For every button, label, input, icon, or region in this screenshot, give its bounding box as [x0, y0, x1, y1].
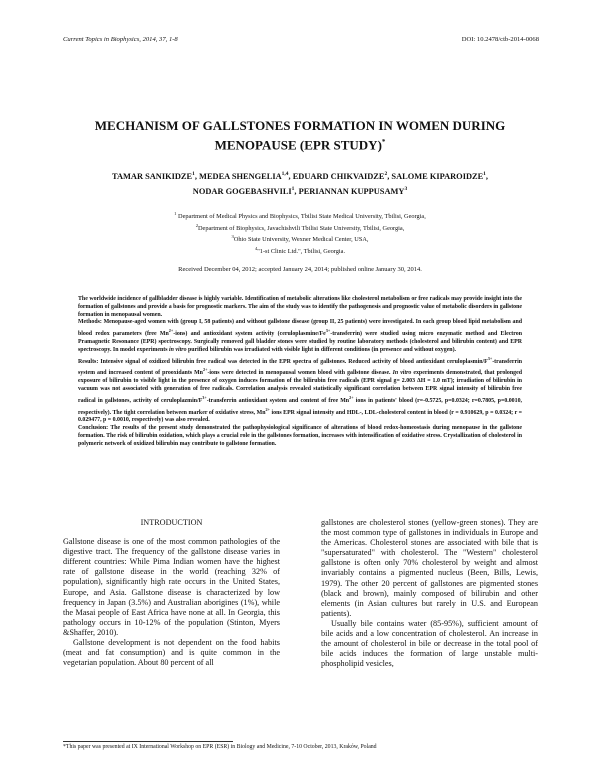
results-text: ions in patients' blood (r=-0.5725, p=0.0324; r=0.7805, p=0.0010, respectively). The tight correlation between marker of oxidative stress, Mn — [78, 397, 522, 416]
results-sup: 3+ — [487, 355, 493, 361]
running-header — [63, 36, 539, 43]
affiliations — [70, 210, 530, 257]
paper-title-text: MECHANISM OF GALLSTONES FORMATION IN WOMEN DURING MENOPAUSE (EPR STUDY) — [94, 118, 506, 153]
affiliation-text: Department of Biophysics, Javachishvili Tbilisi State University, Tbilisi, Georgia, — [197, 224, 405, 232]
paper-title — [70, 118, 530, 153]
author-separator: , — [288, 171, 293, 181]
abstract-intro: The worldwide incidence of gallbladder disease is highly variable. Identification of metabolic alterations like cholesterol metabolism or free radicals may provide insight into the formation of gallstones and provide a basis for prognostic markers. The aim of the study was to identify the pathogenesis and prognostic value of metabolic disorders in gallstone formation in menopausal women. — [78, 296, 522, 318]
results-text: -transferrin antioxidant system and content of free Mn — [206, 397, 350, 404]
author-name: EDUARD CHIKVAIDZE — [292, 171, 385, 181]
intro-paragraph-1: Gallstone disease is one of the most common pathologies of the digestive tract. The frequency of the gallstone disease varies in different countries: While Pima Indian women have the highest rate of gallstone disease in the world (reaching 32% of population), significantly high rate occurs in the United States, Europe, and Asia. Gallstone disease is characterized by low frequency in Japan (3.5%) and Australian aborigines (1%), while the Masai people of East Africa have none at all. In Georgia, this pathology occurs in 10-12% of the population (Stinton, Myers &Shaffer, 2010). — [63, 537, 280, 637]
author-name: NODAR GOGEBASHVILI — [192, 186, 292, 196]
author-affil-sup: 3 — [404, 185, 408, 192]
affiliation-line — [70, 210, 530, 222]
author-separator: , — [387, 171, 392, 181]
affiliation-text: Department of Medical Physics and Biophysics, Tbilisi State Medical University, Tbilisi, Georgia, — [176, 213, 426, 221]
author-affil-sup: 1 — [483, 171, 486, 177]
results-sup: 3+ — [202, 394, 207, 400]
author-list — [70, 168, 530, 198]
affiliation-sup: 3 — [231, 234, 234, 240]
left-column — [63, 518, 280, 668]
footnote: *This paper was presented at IX International Workshop on EPR (ESR) in Biology and Medicine, 7-10 October, 2013, Kraków, Poland — [63, 744, 377, 750]
methods-sup: 3+ — [325, 328, 331, 334]
author-name: TAMAR SANIKIDZE — [111, 171, 193, 181]
methods-italic: in vitro — [169, 346, 187, 353]
results-text: ions EPR signal intensity and HDL-, LDL-cholesterol content in blood (r = 0.910629, p = 0.0324; r = 0.029477, p = 0.0010, respectively) was also revealed. — [78, 409, 522, 424]
affiliation-text: Ohio State University, Wexner Medical Center, USA, — [233, 236, 369, 244]
section-heading-introduction: INTRODUCTION — [140, 518, 203, 527]
affiliation-sup: 1 — [174, 211, 177, 216]
abstract-conclusion: Conclusion: The results of the present study demonstrated the pathophysiological significance of alterations of blood redox-homeostasis during menopause in the gallstone formation. The risk of bilirubin oxidation, which plays a crucial role in the gallstones formation, increases with intensification of oxidative stress. Crystallization of cholesterol in polymeric network of oxidized bilirubin may contribute to gallstone formation. — [78, 425, 522, 447]
affiliation-line — [70, 233, 530, 245]
results-text: -ions were detected in menopausal women blood with gallstone disease. — [207, 370, 393, 377]
affiliation-line — [70, 222, 530, 234]
doi-text: DOI: 10.2478/ctb-2014-0068 — [461, 36, 539, 43]
author-separator: , — [194, 171, 200, 181]
author-separator: , — [485, 171, 489, 181]
results-text: Results: Intensive signal of oxidized bilirubin free radical was detected in the EPR spectra of gallstones. Reduced activity of blood antioxidant ceruloplasmin/F — [78, 358, 488, 365]
intro-paragraph-4: Usually bile contains water (85-95%), sufficient amount of bile acids and a low concentration of cholesterol. An increase in the amount of cholesterol in bile or decrease in the total pool of bile acids induces the formation of large unstable multi-phospholipid vesicles, — [321, 618, 538, 669]
title-footnote-mark: * — [381, 138, 386, 146]
author-name: SALOME KIPAROIDZE — [391, 171, 484, 181]
author-affil-sup: 1 — [291, 185, 295, 192]
methods-text: -ions) and antioxidant system activity (ceruloplasmine/Fe — [173, 331, 326, 338]
journal-volume: 2014, 37, 1-8 — [142, 36, 178, 43]
results-text: experiments demonstrated, that prolonged exposure of bilirubin to visible light in the presence of oxygen induces formation of the bilirubin free radicals (EPR signal g= 2.003 ΔH = 1.0 mT); irradiation of bilirubin in vacuum was not associated with generation of free radicals. Correlation analysis revealed statistically significant correlation between EPR signal intensity of bilirubin free radical in gallstones, activity of ceruloplazmin/F — [78, 370, 522, 404]
abstract-methods — [78, 319, 522, 354]
author-name: PERIANNAN KUPPUSAMY — [298, 186, 405, 196]
affiliation-text: "1-st Clinic Ltd.", Tbilisi, Georgia. — [257, 248, 346, 256]
affiliation-sup: 2 — [195, 222, 198, 228]
methods-text: purified bilirubin was irradiated with visible light in different conditions (in presence and without oxygen). — [186, 346, 457, 353]
results-sup: 2+ — [202, 367, 208, 373]
intro-paragraph-3: gallstones are cholesterol stones (yellow-green stones). They are the most common type of gallstones in individuals in Europe and the Americas. Cholesterol stones are associated with bile that is "supersaturated" with cholesterol. The "Western" cholesterol gallstone is often only 70% cholesterol by weight and almost invariably contains a pigmented nucleus (Been, Bills, Lewis, 1979). The other 20 percent of gallstones are pigmented stones (black and brown), mainly composed of bilirubin and other elements (in Asian cultures but rarely in U.S. and European patients). — [321, 518, 538, 618]
methods-text: -transferrin) were studied using micro enzymatic method and Electron Pramagnetic Resonance (EPR) spectroscopy. Surgically removed gall bladder stones were studied by routine laboratory methods (cholesterol and bilirubin content) and EPR spectroscopy. In model experiments — [78, 331, 523, 353]
footnote-divider — [63, 741, 233, 742]
affiliation-sup: 4 — [254, 246, 258, 252]
journal-name: Current Topics in Biophysics — [63, 36, 140, 43]
author-separator: , — [294, 186, 299, 196]
methods-sup: 2+ — [168, 328, 174, 334]
results-text: -transferrin system and increased content of prooxidants Mn — [78, 358, 522, 377]
author-affil-sup: 1 — [192, 171, 195, 177]
results-italic: In vitro — [392, 370, 412, 377]
affiliation-line — [70, 245, 530, 257]
author-name: MEDEA SHENGELIA — [199, 171, 282, 181]
results-sup: 2+ — [349, 394, 354, 400]
author-affil-sup: 1,4 — [281, 171, 289, 177]
journal-citation: Current Topics in Biophysics, 2014, 37, 1-8 — [63, 36, 178, 43]
abstract — [78, 296, 522, 449]
abstract-results — [78, 355, 522, 426]
intro-paragraph-2: Gallstone development is not dependent on the food habits (meat and fat consumption) and is quite common in the vegetarian population. About 80 percent of all — [63, 638, 280, 668]
results-sup: 2+ — [265, 406, 270, 412]
received-dates: Received December 04, 2012; accepted January 24, 2014; published online January 30, 2014. — [178, 266, 422, 273]
methods-text: Methods: Menopause-aged women with (group I, 58 patients) and without gallstone disease (group II, 25 patients) were investigated. In each group blood lipid metabolism and blood redox parameters (free Mn — [78, 319, 522, 338]
author-affil-sup: 2 — [384, 171, 388, 177]
right-column — [321, 518, 538, 669]
